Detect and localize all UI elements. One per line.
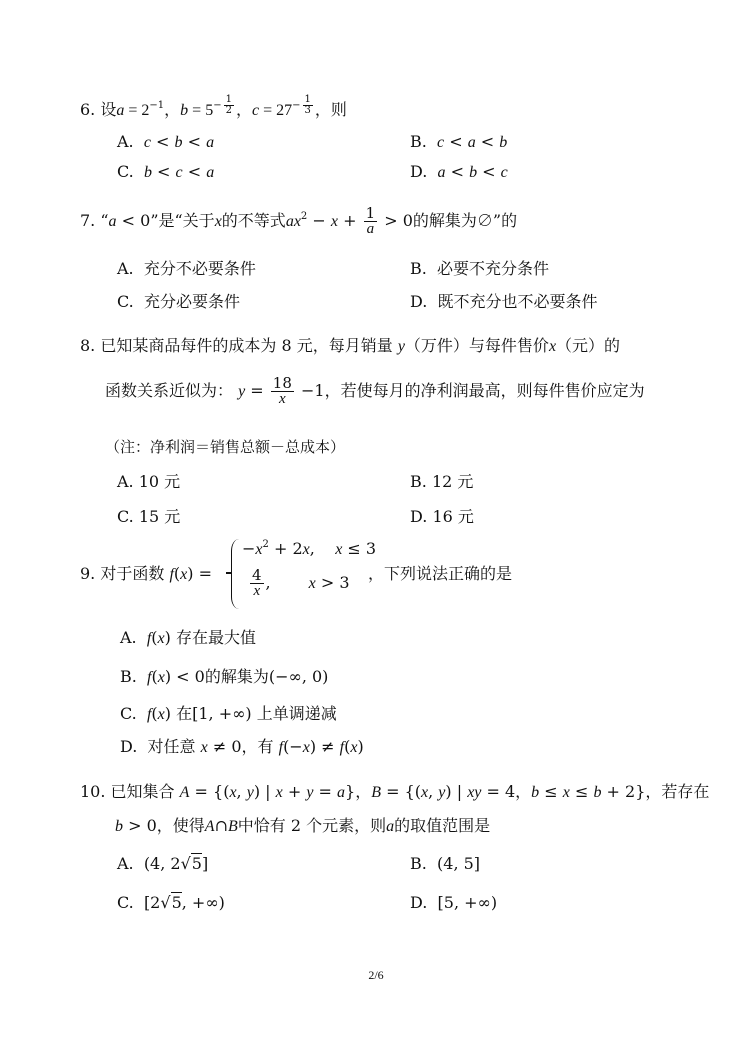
piecewise-brace xyxy=(231,539,240,609)
q10-option-d[interactable]: D. [5, +∞) xyxy=(410,893,498,912)
question-9-stem: 9. 对于函数 f(x) = $-x^2 + 2x$, x ≤ 3 $\frac{4}{x}$ , x > 3 ，下列说法正确的是 xyxy=(80,537,700,615)
q8-option-b[interactable]: B. 12 元 xyxy=(410,472,474,491)
q8-option-a[interactable]: A. 10 元 xyxy=(117,472,181,491)
question-10-line-2: b > 0，使得A∩B中恰有 2 个元素，则a的取值范围是 xyxy=(115,816,491,835)
q8-option-d[interactable]: D. 16 元 xyxy=(410,507,474,526)
q9-option-d[interactable]: D. 对任意 x ≠ 0，有 f(−x) ≠ f(x) xyxy=(120,737,364,756)
piece-2: $\frac{4}{x}$ , x > 3 xyxy=(252,566,350,599)
q9-option-c[interactable]: C. f(x) 在[1, +∞) 上单调递减 xyxy=(120,704,337,723)
question-8-line-2: 函数关系近似为： y = $\frac{18}{x}$ −1，若使每月的净利润最高，则每件售价应定为 xyxy=(105,374,645,407)
question-7-stem: 7. “a < 0”是“关于x的不等式$ax^2 - x$ + $\frac{1}{a}$ > 0的解集为∅”的 xyxy=(80,204,518,237)
q6-option-b[interactable]: B. c < a < b xyxy=(410,132,508,151)
piece-1: $-x^2 + 2x$, x ≤ 3 xyxy=(242,539,377,558)
q9-option-b[interactable]: B. f(x) < 0的解集为(−∞, 0) xyxy=(120,667,329,686)
q7-option-c[interactable]: C. 充分必要条件 xyxy=(117,292,240,311)
question-6-stem: 6. 设$a = 2^{-1}$，$b = 5^{- \frac{1}{2}}$ ，$c = 27^{- \frac{1}{3}}$ ，则 xyxy=(80,94,347,119)
q6-option-a[interactable]: A. c < b < a xyxy=(117,132,215,151)
q7-option-a[interactable]: A. 充分不必要条件 xyxy=(117,259,256,278)
question-8-line-1: 8. 已知某商品每件的成本为 8 元，每月销量 y（万件）与每件售价x（元）的 xyxy=(80,336,621,355)
q7-option-d[interactable]: D. 既不充分也不必要条件 xyxy=(410,292,598,311)
q7-option-b[interactable]: B. 必要不充分条件 xyxy=(410,259,550,278)
question-8-note: （注：净利润＝销售总额－总成本） xyxy=(105,438,346,456)
page-number: 2/6 xyxy=(368,968,384,982)
q10-option-b[interactable]: B. (4, 5] xyxy=(410,854,481,873)
q10-option-c[interactable]: C. [2√5, +∞) xyxy=(117,893,225,912)
q9-option-a[interactable]: A. f(x) 存在最大值 xyxy=(120,628,256,647)
question-10-line-1: 10. 已知集合 A = {(x, y) | x + y = a}，B = {(x, y) | xy = 4，b ≤ x ≤ b + 2}，若存在 xyxy=(80,782,710,801)
q6-option-c[interactable]: C. b < c < a xyxy=(117,162,215,181)
q10-option-a[interactable]: A. (4, 2√5] xyxy=(117,854,209,873)
q6-option-d[interactable]: D. a < b < c xyxy=(410,162,508,181)
q8-option-c[interactable]: C. 15 元 xyxy=(117,507,181,526)
